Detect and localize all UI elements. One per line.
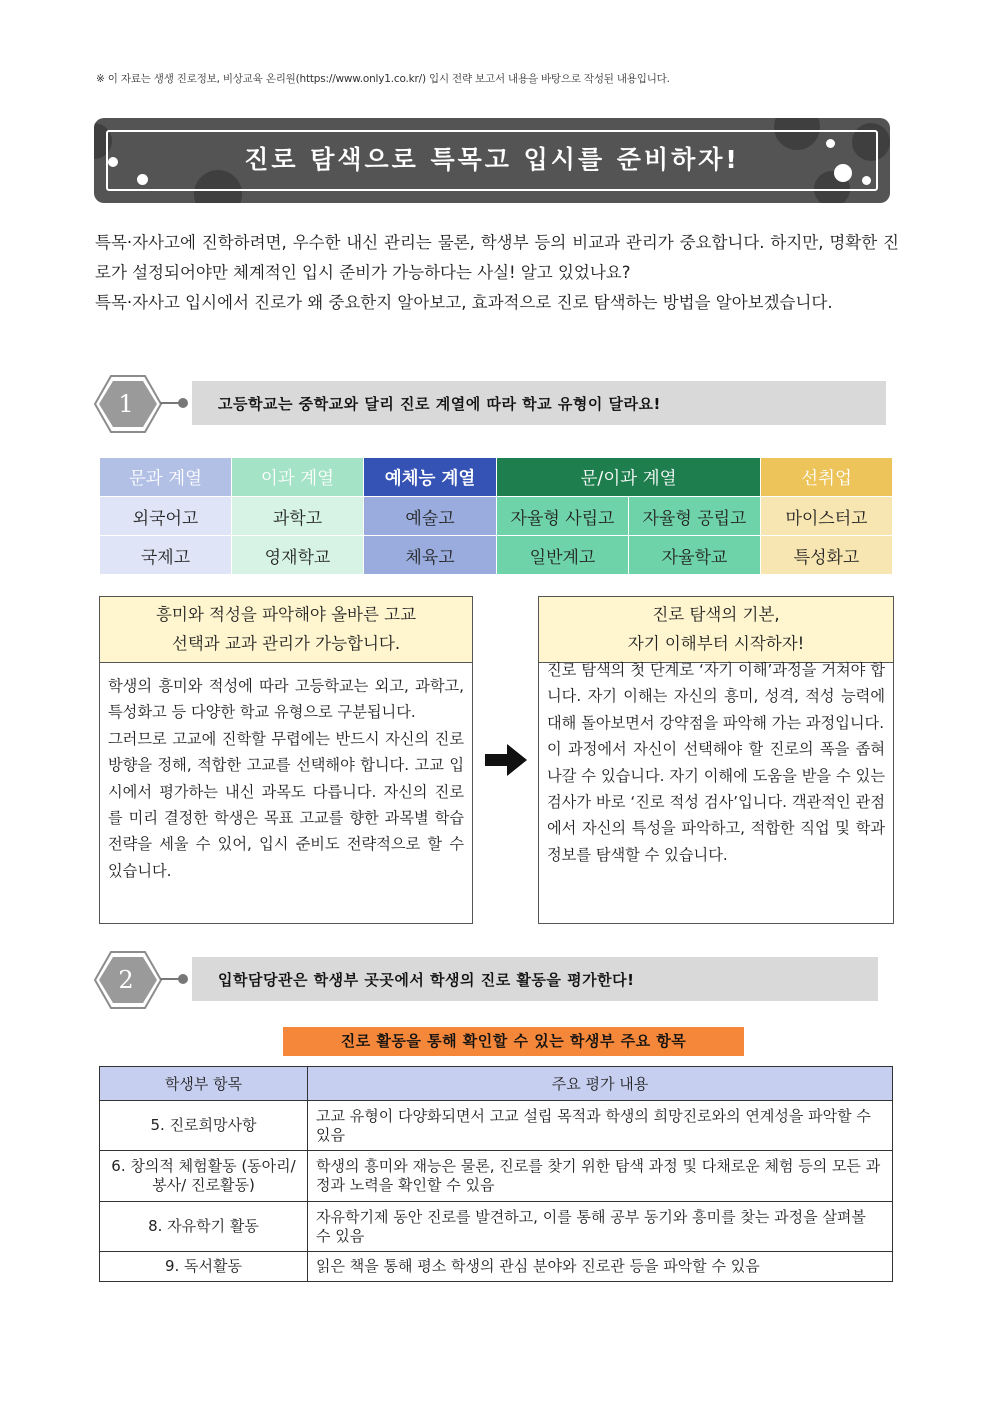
header-employment: 선취업 — [761, 458, 893, 497]
box-heading — [539, 597, 893, 663]
section-title: 입학담당관은 학생부 곳곳에서 학생의 진로 활동을 평가한다! — [218, 971, 635, 989]
interest-aptitude-box — [99, 596, 473, 924]
decor-dot — [862, 176, 871, 185]
table-header-row — [100, 1067, 893, 1101]
section-number: 1 — [118, 390, 134, 418]
table-row — [100, 1202, 893, 1252]
record-items-table — [99, 1066, 893, 1282]
table-cell: 체육고 — [364, 536, 497, 575]
table-cell: 예술고 — [364, 497, 497, 536]
table-cell: 특성화고 — [761, 536, 893, 575]
box-heading-line: 진로 탐색의 기본, — [652, 605, 780, 624]
item-content: 자유학기제 동안 진로를 발견하고, 이를 통해 공부 동기와 흥미를 찾는 과정을 살펴볼 수 있음 — [308, 1202, 893, 1252]
table-cell: 과학고 — [232, 497, 364, 536]
box-paragraph: 진로 탐색의 첫 단계로 ‘자기 이해’과정을 거쳐야 합니다. 자기 이해는 자신의 흥미, 성격, 적성 능력에 대해 돌아보면서 강약점을 파악해 가는 과정입니다. — [547, 661, 885, 732]
box-heading — [100, 597, 472, 663]
table-header-row — [100, 458, 893, 497]
table-cell: 자율학교 — [629, 536, 761, 575]
box-paragraph: 이 과정에서 자신이 선택해야 할 진로의 폭을 좁혀나갈 수 있습니다. 자기 이해에 도움을 받을 수 있는 검사가 바로 ‘진로 적성 검사’입니다. 객관적인 관점에서 자신의 특성을 파악하고, 적합한 직업 및 학과 정보를 탐색할 수 있습니다. — [547, 740, 885, 864]
section-number: 2 — [118, 966, 134, 994]
table-row — [100, 1252, 893, 1282]
item-content: 읽은 책을 통해 평소 학생의 관심 분야와 진로관 등을 파악할 수 있음 — [308, 1252, 893, 1282]
items-table-title: 진로 활동을 통해 확인할 수 있는 학생부 주요 항목 — [283, 1027, 744, 1056]
box-heading-line: 자기 이해부터 시작하자! — [627, 634, 805, 653]
box-body — [547, 657, 885, 868]
intro-paragraph: 특목·자사고 입시에서 진로가 왜 중요한지 알아보고, 효과적으로 진로 탐색하는 방법을 알아보겠습니다. — [95, 293, 833, 312]
table-cell: 마이스터고 — [761, 497, 893, 536]
connector-line — [160, 978, 180, 980]
table-row — [100, 1151, 893, 1202]
section-title: 고등학교는 중학교와 달리 진로 계열에 따라 학교 유형이 달라요! — [218, 395, 661, 413]
right-arrow-icon — [483, 742, 529, 778]
intro-paragraph: 특목·자사고에 진학하려면, 우수한 내신 관리는 물론, 학생부 등의 비교과 관리가 중요합니다. 하지만, 명확한 진로가 설정되어야만 체계적인 입시 준비가 가능하다는 사실! 알고 있었나요? — [95, 233, 899, 282]
box-paragraph: 학생의 흥미와 적성에 따라 고등학교는 외고, 과학고, 특성화고 등 다양한 학교 유형으로 구분됩니다. — [108, 677, 464, 722]
table-cell: 국제고 — [100, 536, 232, 575]
item-content: 고교 유형이 다양화되면서 고교 설립 목적과 학생의 희망진로와의 연계성을 파악할 수 있음 — [308, 1101, 893, 1151]
item-name: 9. 독서활동 — [100, 1252, 308, 1282]
table-row — [100, 497, 893, 536]
title-banner — [94, 118, 890, 203]
box-paragraph: 그러므로 고교에 진학할 무렵에는 반드시 자신의 진로 방향을 정해, 적합한 고교를 선택해야 합니다. 고교 입시에서 평가하는 내신 과목도 다릅니다. 자신의 진로를 미리 결정한 학생은 목표 고교를 향한 과목별 학습 전략을 세울 수 있어, 입시 준비도 전략적으로 할 수 있습니다. — [108, 729, 464, 880]
item-name: 8. 자유학기 활동 — [100, 1202, 308, 1252]
connector-line — [160, 402, 180, 404]
table-row — [100, 536, 893, 575]
item-name: 6. 창의적 체험활동 (동아리/봉사/ 진로활동) — [100, 1151, 308, 1202]
school-type-table — [99, 457, 893, 575]
source-note: ※ 이 자료는 생생 진로정보, 비상교육 온리원(https://www.only1.co.kr/) 입시 전략 보고서 내용을 바탕으로 작성된 내용입니다. — [96, 73, 670, 85]
item-name: 5. 진로희망사항 — [100, 1101, 308, 1151]
header-both: 문/이과 계열 — [497, 458, 761, 497]
table-cell: 자율형 사립고 — [497, 497, 629, 536]
table-cell: 일반계고 — [497, 536, 629, 575]
column-header: 주요 평가 내용 — [308, 1067, 893, 1101]
table-cell: 외국어고 — [100, 497, 232, 536]
box-body — [108, 673, 464, 884]
section-1-header — [94, 374, 886, 434]
header-science: 이과 계열 — [232, 458, 364, 497]
box-heading-line: 선택과 교과 관리가 가능합니다. — [171, 634, 401, 653]
item-content: 학생의 흥미와 재능은 물론, 진로를 찾기 위한 탐색 과정 및 다채로운 체험 등의 모든 과정과 노력을 확인할 수 있음 — [308, 1151, 893, 1202]
box-heading-line: 흥미와 적성을 파악해야 올바른 고교 — [155, 605, 417, 624]
connector-dot — [178, 398, 188, 408]
page-title: 진로 탐색으로 특목고 입시를 준비하자! — [244, 145, 740, 174]
connector-dot — [178, 974, 188, 984]
section-2-header — [94, 950, 886, 1010]
table-cell: 영재학교 — [232, 536, 364, 575]
header-arts: 예체능 계열 — [364, 458, 497, 497]
table-row — [100, 1101, 893, 1151]
column-header: 학생부 항목 — [100, 1067, 308, 1101]
table-cell: 자율형 공립고 — [629, 497, 761, 536]
intro-text — [95, 228, 899, 318]
self-understanding-box — [538, 596, 894, 924]
header-humanities: 문과 계열 — [100, 458, 232, 497]
